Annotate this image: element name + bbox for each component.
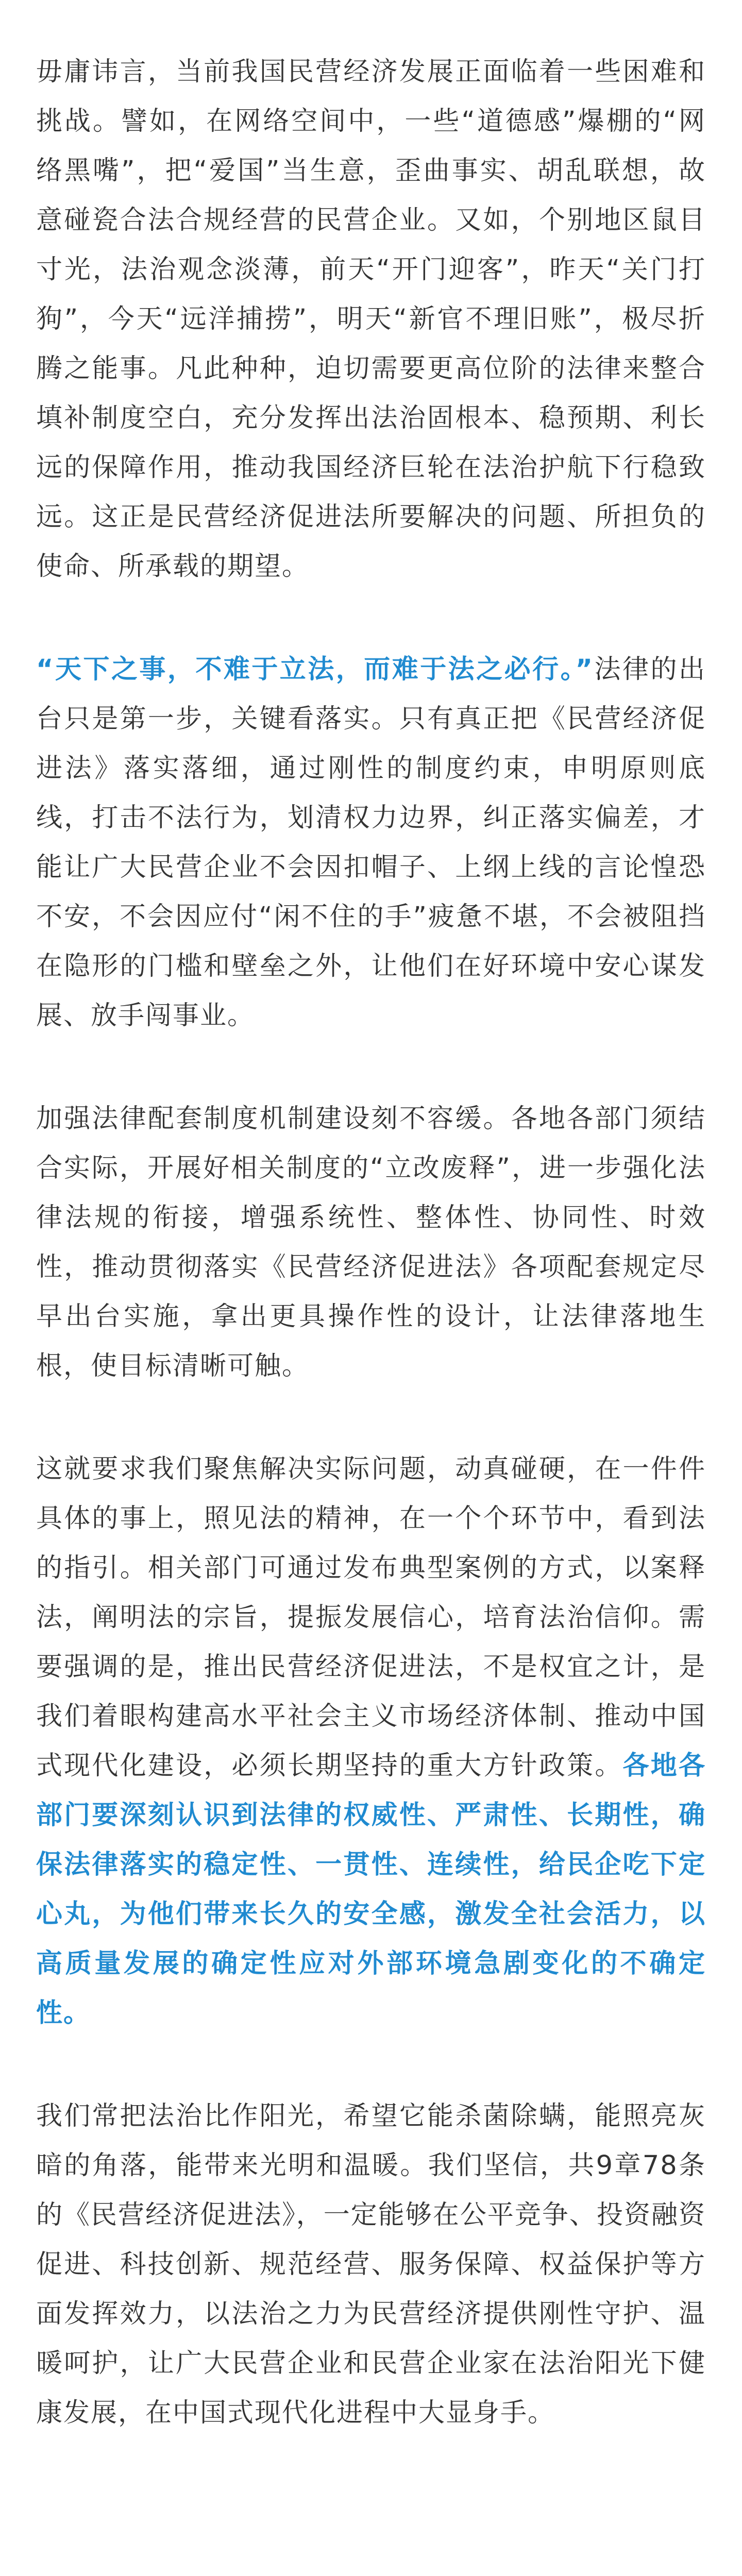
paragraph-4-highlight: 各地各部门要深刻认识到法律的权威性、严肃性、长期性，确保法律落实的稳定性、一贯性、连续性，给民企吃下定心丸，为他们带来长久的安全感，激发全社会活力，以高质量发展的确定性应对外部环境急剧变化的不确定性。 xyxy=(36,1751,706,2028)
paragraph-4 xyxy=(36,1445,706,2038)
paragraph-2-quote: “天下之事，不难于立法，而难于法之必行。” xyxy=(36,654,594,685)
paragraph-3-text: 加强法律配套制度机制建设刻不容缓。各地各部门须结合实际，开展好相关制度的“立改废释”，进一步强化法律法规的衔接，增强系统性、整体性、协同性、时效性，推动贯彻落实《民营经济促进法》各项配套规定尽早出台实施，拿出更具操作性的设计，让法律落地生根，使目标清晰可触。 xyxy=(36,1104,706,1381)
paragraph-2-text: 法律的出台只是第一步，关键看落实。只有真正把《民营经济促进法》落实落细，通过刚性的制度约束，申明原则底线，打击不法行为，划清权力边界，纠正落实偏差，才能让广大民营企业不会因扣帽子、上纲上线的言论惶恐不安，不会因应付“闲不住的手”疲惫不堪，不会被阻挡在隐形的门槛和壁垒之外，让他们在好环境中安心谋发展、放手闯事业。 xyxy=(36,654,706,1031)
paragraph-5-text: 我们常把法治比作阳光，希望它能杀菌除螨，能照亮灰暗的角落，能带来光明和温暖。我们坚信，共9章78条的《民营经济促进法》，一定能够在公平竞争、投资融资促进、科技创新、规范经营、服务保障、权益保护等方面发挥效力，以法治之力为民营经济提供刚性守护、温暖呵护，让广大民营企业和民营企业家在法治阳光下健康发展，在中国式现代化进程中大显身手。 xyxy=(36,2101,706,2428)
article-body xyxy=(36,47,706,2492)
paragraph-5 xyxy=(36,2092,706,2438)
paragraph-3 xyxy=(36,1094,706,1391)
paragraph-1 xyxy=(36,47,706,591)
paragraph-4-text: 这就要求我们聚焦解决实际问题，动真碰硬，在一件件具体的事上，照见法的精神，在一个个环节中，看到法的指引。相关部门可通过发布典型案例的方式，以案释法，阐明法的宗旨，提振发展信心，培育法治信仰。需要强调的是，推出民营经济促进法，不是权宜之计，是我们着眼构建高水平社会主义市场经济体制、推动中国式现代化建设，必须长期坚持的重大方针政策。 xyxy=(36,1454,706,1781)
paragraph-2 xyxy=(36,645,706,1041)
paragraph-1-text: 毋庸讳言，当前我国民营经济发展正面临着一些困难和挑战。譬如，在网络空间中，一些“道德感”爆棚的“网络黑嘴”，把“爱国”当生意，歪曲事实、胡乱联想，故意碰瓷合法合规经营的民营企业。又如，个别地区鼠目寸光，法治观念淡薄，前天“开门迎客”，昨天“关门打狗”，今天“远洋捕捞”，明天“新官不理旧账”，极尽折腾之能事。凡此种种，迫切需要更高位阶的法律来整合填补制度空白，充分发挥出法治固根本、稳预期、利长远的保障作用，推动我国经济巨轮在法治护航下行稳致远。这正是民营经济促进法所要解决的问题、所担负的使命、所承载的期望。 xyxy=(36,57,706,582)
